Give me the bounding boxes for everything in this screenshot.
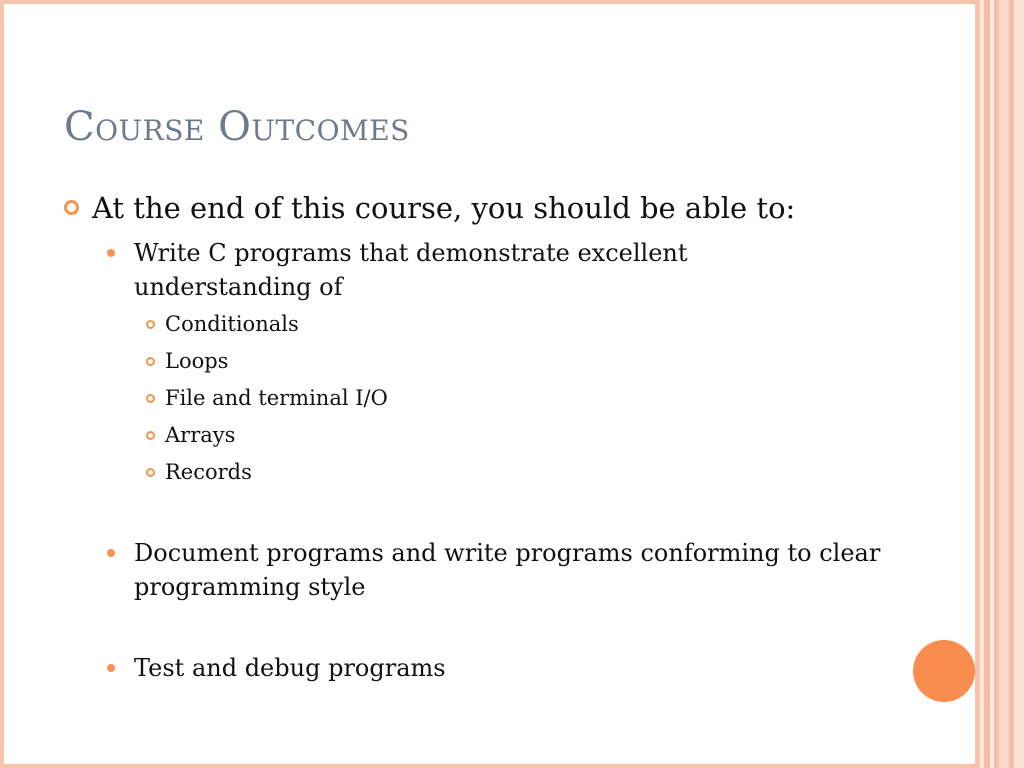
sub-item: Conditionals [165, 312, 299, 336]
small-orange-ring-bullet-icon [146, 357, 155, 366]
small-orange-ring-bullet-icon [146, 468, 155, 477]
slide-title: Course Outcomes [64, 104, 410, 150]
intro-text: At the end of this course, you should be able to: [92, 191, 796, 225]
small-orange-ring-bullet-icon [146, 431, 155, 440]
sub-item: Arrays [165, 423, 236, 447]
decorative-stripe [1014, 0, 1024, 768]
orange-dot-bullet-icon [107, 664, 115, 672]
outcome-item: Write C programs that demonstrate excellent understanding of [134, 239, 688, 301]
orange-dot-bullet-icon [107, 249, 115, 257]
orange-dot-bullet-icon [107, 549, 115, 557]
outcome-item: Document programs and write programs conforming to clear programming style [134, 539, 881, 601]
sub-item: Loops [165, 349, 229, 373]
sub-item: Records [165, 460, 252, 484]
decorative-stripe [999, 0, 1009, 768]
small-orange-ring-bullet-icon [146, 320, 155, 329]
frame-top-border [0, 0, 980, 4]
small-orange-ring-bullet-icon [146, 394, 155, 403]
frame-left-border [0, 0, 4, 768]
sub-item: File and terminal I/O [165, 386, 388, 410]
outcome-item: Test and debug programs [134, 654, 446, 682]
frame-bottom-border [0, 764, 980, 768]
orange-ring-bullet-icon [64, 200, 79, 215]
decorative-orange-circle [913, 640, 975, 702]
